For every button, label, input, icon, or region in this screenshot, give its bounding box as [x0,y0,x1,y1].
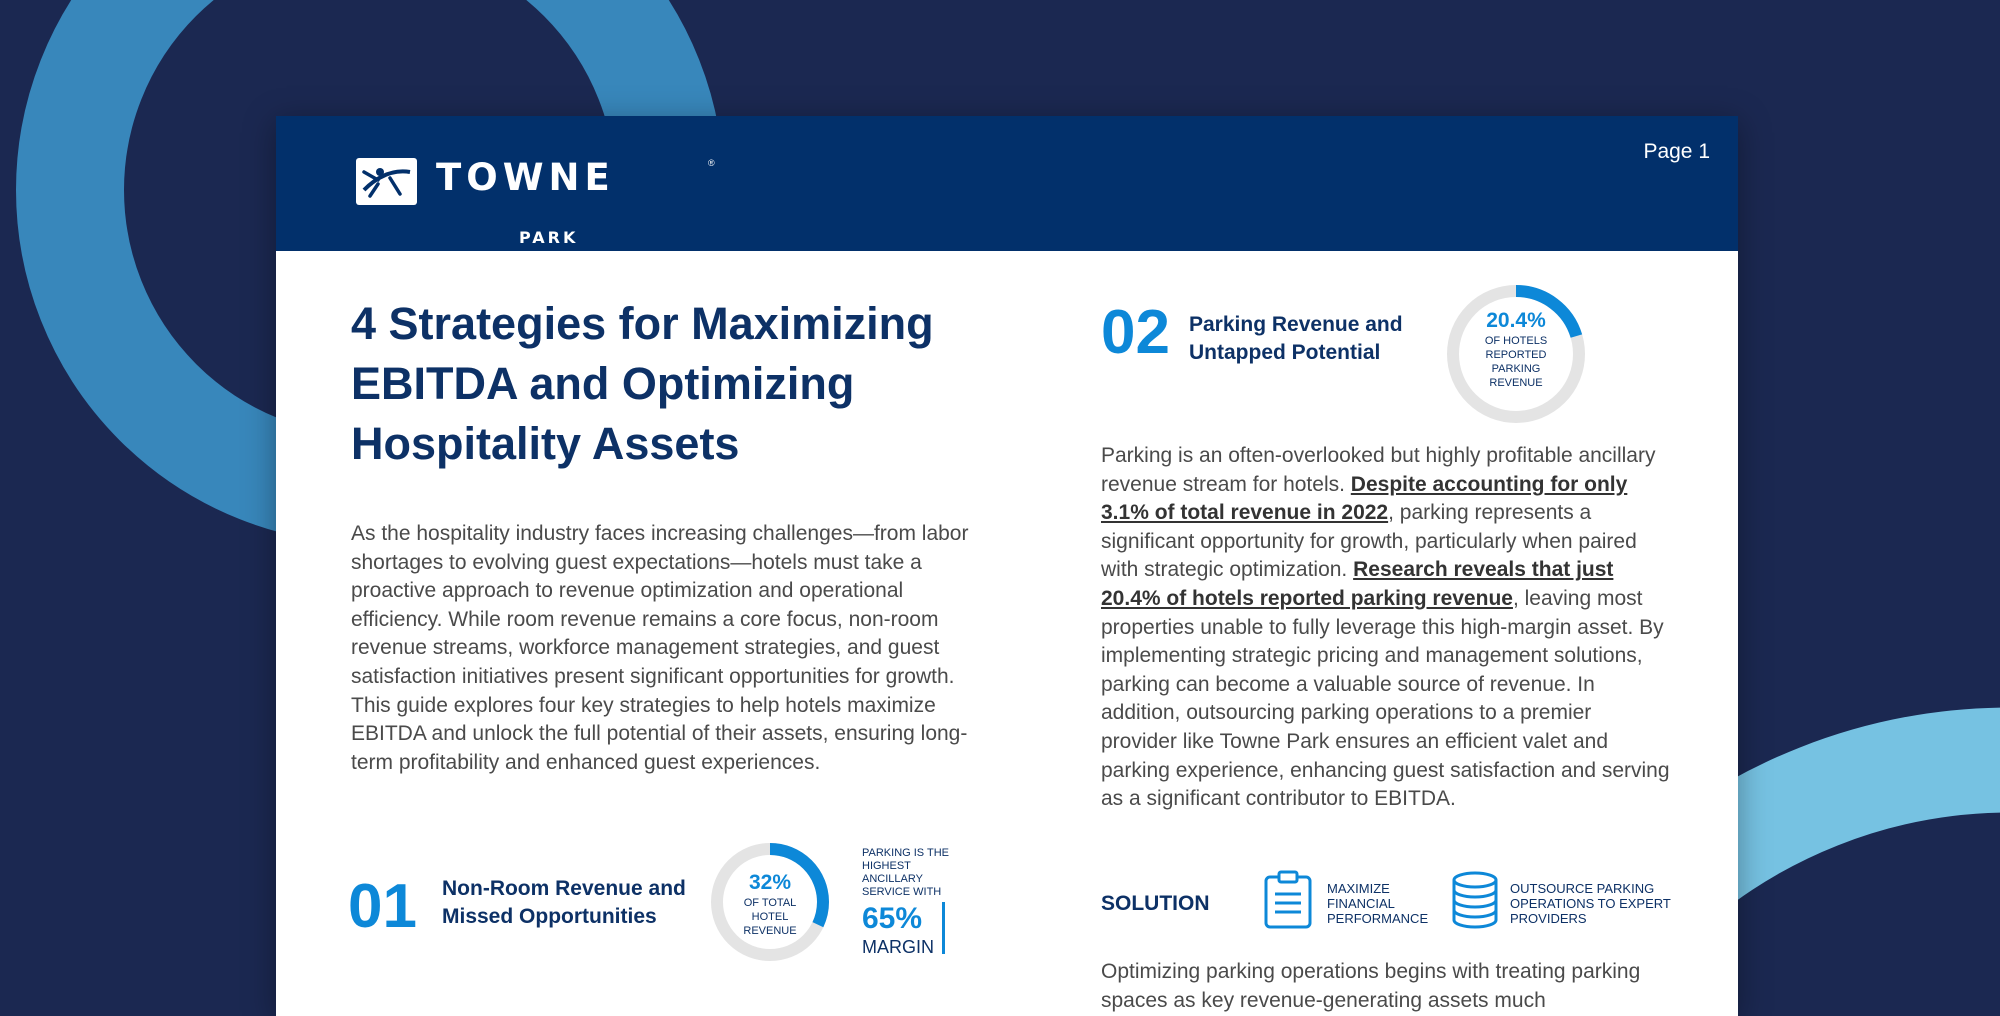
section-1-title: Non-Room Revenue and Missed Opportunities [442,877,686,928]
section-1-number: 01 [348,872,417,941]
logo-registered: ® [708,158,715,168]
stat-1-label: OF TOTAL HOTEL REVENUE [743,897,797,937]
solution-label: SOLUTION [1101,892,1210,915]
stat-2-label: OF HOTELS REPORTED PARKING REVENUE [1484,335,1548,389]
body-text-part: Parking is an often-overlooked but highly profitable ancillary revenue stream for hotels. [1101,444,1656,496]
document-title: 4 Strategies for Maximizing EBITDA and Optimizing Hospitality Assets [351,298,934,469]
page-number: Page 1 [1643,140,1710,163]
body-text-part: , leaving most properties unable to fully leverage this high-margin asset. By implementing strategic pricing and management solutions, parking can become a valuable source of revenue. In addition, outsourcing parking operations to a premier provider like Towne Park ensures an efficient valet and parking experience, enhancing guest satisfaction and serving as a significant contributor to EBITDA. [1101,586,1670,811]
towne-park-logo [356,156,715,247]
logo-subtitle: PARK [519,228,579,247]
margin-note-text: PARKING IS THE HIGHEST ANCILLARY SERVICE WITH [862,847,950,898]
logo-mark-icon [356,158,417,205]
margin-note-unit: MARGIN [862,937,934,957]
document-page [276,116,1738,1016]
clipboard-icon [1263,870,1313,930]
solution-item-1: MAXIMIZE FINANCIAL PERFORMANCE [1327,881,1429,926]
stat-ring-2-text [1458,310,1574,390]
body-emphasis: Research reveals that just 20.4% of hotels reported parking revenue [1101,558,1614,610]
section-2-body-continued: Optimizing parking operations begins with treating parking spaces as key revenue-generating assets much [1101,960,1641,1012]
section-2-number: 02 [1101,298,1170,367]
section-2-title: Parking Revenue and Untapped Potential [1189,313,1403,364]
body-text-part: , parking represents a significant opportunity for growth, particularly when paired with strategic optimization. [1101,501,1637,582]
intro-paragraph: As the hospitality industry faces increasing challenges—from labor shortages to evolving guest expectations—hotels must take a proactive approach to revenue optimization and operational efficiency. While room revenue remains a core focus, non-room revenue streams, workforce management strategies, and guest satisfaction initiatives present significant opportunities for growth. This guide explores four key strategies to help hotels maximize EBITDA and unlock the full potential of their assets, ensuring long-term profitability and enhanced guest experiences. [351,522,969,774]
logo-wordmark: TOWNE [436,156,615,199]
body-emphasis: Despite accounting for only 3.1% of total revenue in 2022 [1101,472,1628,525]
stat-ring-1-text [722,872,818,938]
section-2-body [1101,442,1671,814]
coin-stack-icon [1450,870,1500,932]
margin-note-bar [942,902,945,954]
stat-2-value: 20.4% [1486,309,1546,332]
page-header [276,116,1738,251]
solution-item-2: OUTSOURCE PARKING OPERATIONS TO EXPERT PROVIDERS [1510,881,1671,926]
stat-1-value: 32% [748,871,792,894]
margin-note-value: 65% [862,902,923,935]
